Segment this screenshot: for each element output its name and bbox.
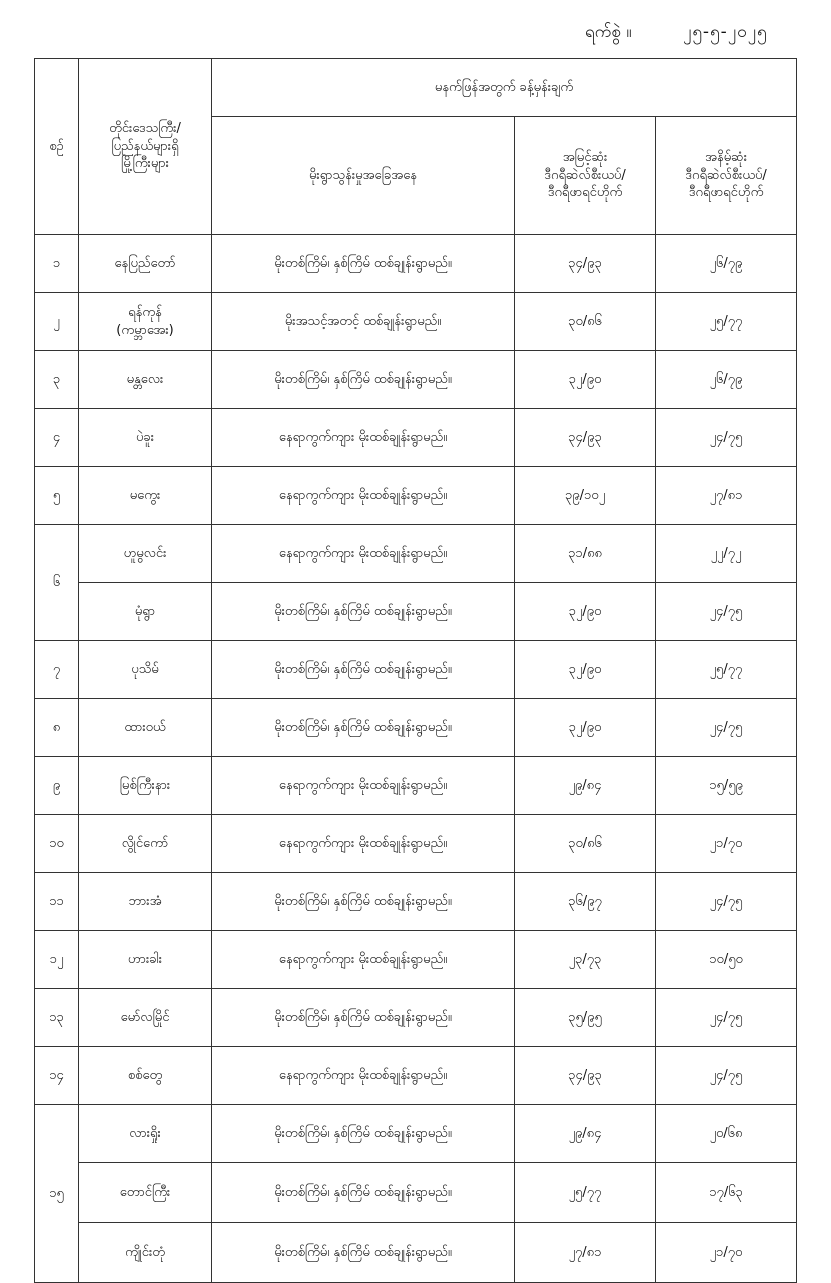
table-row	[35, 641, 797, 699]
header-serial: စဉ်	[35, 59, 79, 235]
city-cell: ပဲခူး	[79, 409, 212, 467]
table-row	[35, 293, 797, 351]
max-temp-cell: ၃၄/၉၃	[515, 409, 656, 467]
city-cell: မကွေး	[79, 467, 212, 525]
condition-cell: မိုးတစ်ကြိမ်၊ နှစ်ကြိမ် ထစ်ချုန်းရွာမည်။	[212, 873, 515, 931]
condition-cell: မိုးတစ်ကြိမ်၊ နှစ်ကြိမ် ထစ်ချုန်းရွာမည်။	[212, 1223, 515, 1283]
table-row	[35, 699, 797, 757]
city-cell: ဟူမွလင်း	[79, 525, 212, 583]
city-cell: ပုသိမ်	[79, 641, 212, 699]
max-temp-cell: ၃၀/၈၆	[515, 293, 656, 351]
min-temp-cell: ၂၂/၇၂	[656, 525, 797, 583]
header-min-temp: အနိမ့်ဆုံး ဒီဂရီဆဲလ်စီးယပ်/ ဒီဂရီဖာရင်ဟိုက်	[656, 117, 797, 235]
city-cell: မုံရွာ	[79, 583, 212, 641]
serial-cell: ၆	[35, 525, 79, 641]
min-temp-cell: ၂၄/၇၅	[656, 873, 797, 931]
table-row	[35, 467, 797, 525]
city-cell: ထားဝယ်	[79, 699, 212, 757]
serial-cell: ၃	[35, 351, 79, 409]
table-row	[35, 989, 797, 1047]
header-max-temp: အမြင့်ဆုံး ဒီဂရီဆဲလ်စီးယပ်/ ဒီဂရီဖာရင်ဟိုက်	[515, 117, 656, 235]
min-temp-cell: ၂၄/၇၅	[656, 583, 797, 641]
condition-cell: မိုးတစ်ကြိမ်၊ နှစ်ကြိမ် ထစ်ချုန်းရွာမည်။	[212, 699, 515, 757]
condition-cell: မိုးအသင့်အတင့် ထစ်ချုန်းရွာမည်။	[212, 293, 515, 351]
condition-cell: နေရာကွက်ကျား မိုးထစ်ချုန်းရွာမည်။	[212, 467, 515, 525]
table-row	[35, 1105, 797, 1163]
table-row	[35, 815, 797, 873]
serial-cell: ၁၅	[35, 1105, 79, 1283]
condition-cell: နေရာကွက်ကျား မိုးထစ်ချုန်းရွာမည်။	[212, 525, 515, 583]
city-cell: ရန်ကုန် (ကမ္ဘာအေး)	[79, 293, 212, 351]
city-cell: ဟားခါး	[79, 931, 212, 989]
city-cell: လားရှိုး	[79, 1105, 212, 1163]
forecast-table	[34, 58, 797, 1283]
table-row	[35, 583, 797, 641]
max-temp-cell: ၃၁/၈၈	[515, 525, 656, 583]
min-temp-cell: ၂၄/၇၅	[656, 409, 797, 467]
max-temp-cell: ၃၂/၉၀	[515, 351, 656, 409]
min-temp-cell: ၂၄/၇၅	[656, 699, 797, 757]
table-row	[35, 525, 797, 583]
min-temp-cell: ၂၅/၇၇	[656, 641, 797, 699]
condition-cell: နေရာကွက်ကျား မိုးထစ်ချုန်းရွာမည်။	[212, 1047, 515, 1105]
serial-cell: ၈	[35, 699, 79, 757]
table-row	[35, 1223, 797, 1283]
date-value: ၂၅-၅-၂၀၂၅	[683, 22, 768, 42]
serial-cell: ၇	[35, 641, 79, 699]
city-cell: လွိုင်ကော်	[79, 815, 212, 873]
max-temp-cell: ၂၅/၇၇	[515, 1163, 656, 1223]
serial-cell: ၁၂	[35, 931, 79, 989]
date-line	[0, 18, 831, 48]
table-row	[35, 235, 797, 293]
max-temp-cell: ၃၂/၉၀	[515, 699, 656, 757]
date-label: ရက်စွဲ ။	[585, 22, 632, 42]
condition-cell: မိုးတစ်ကြိမ်၊ နှစ်ကြိမ် ထစ်ချုန်းရွာမည်။	[212, 641, 515, 699]
serial-cell: ၁၀	[35, 815, 79, 873]
max-temp-cell: ၂၉/၈၄	[515, 1105, 656, 1163]
serial-cell: ၁	[35, 235, 79, 293]
max-temp-cell: ၃၅/၉၅	[515, 989, 656, 1047]
serial-cell: ၂	[35, 293, 79, 351]
min-temp-cell: ၂၇/၈၁	[656, 467, 797, 525]
table-row	[35, 1163, 797, 1223]
city-cell: တောင်ကြီး	[79, 1163, 212, 1223]
table-row	[35, 873, 797, 931]
table-row	[35, 1047, 797, 1105]
max-temp-cell: ၃၄/၉၃	[515, 1047, 656, 1105]
max-temp-cell: ၂၃/၇၃	[515, 931, 656, 989]
condition-cell: နေရာကွက်ကျား မိုးထစ်ချုန်းရွာမည်။	[212, 815, 515, 873]
condition-cell: မိုးတစ်ကြိမ်၊ နှစ်ကြိမ် ထစ်ချုန်းရွာမည်။	[212, 1105, 515, 1163]
condition-cell: နေရာကွက်ကျား မိုးထစ်ချုန်းရွာမည်။	[212, 757, 515, 815]
city-cell: ဘားအံ	[79, 873, 212, 931]
min-temp-cell: ၁၇/၆၃	[656, 1163, 797, 1223]
condition-cell: မိုးတစ်ကြိမ်၊ နှစ်ကြိမ် ထစ်ချုန်းရွာမည်။	[212, 351, 515, 409]
serial-cell: ၁၁	[35, 873, 79, 931]
table-row	[35, 757, 797, 815]
serial-cell: ၉	[35, 757, 79, 815]
condition-cell: မိုးတစ်ကြိမ်၊ နှစ်ကြိမ် ထစ်ချုန်းရွာမည်။	[212, 583, 515, 641]
max-temp-cell: ၂၉/၈၄	[515, 757, 656, 815]
min-temp-cell: ၂၆/၇၉	[656, 351, 797, 409]
header-cities: တိုင်းဒေသကြီး/ ပြည်နယ်များရှိ မြို့ကြီးများ	[79, 59, 212, 235]
table-row	[35, 409, 797, 467]
min-temp-cell: ၂၄/၇၅	[656, 989, 797, 1047]
max-temp-cell: ၃၄/၉၃	[515, 235, 656, 293]
min-temp-cell: ၂၀/၆၈	[656, 1105, 797, 1163]
max-temp-cell: ၃၆/၉၇	[515, 873, 656, 931]
city-cell: နေပြည်တော်	[79, 235, 212, 293]
city-cell: စစ်တွေ	[79, 1047, 212, 1105]
serial-cell: ၁၃	[35, 989, 79, 1047]
max-temp-cell: ၃၂/၉၀	[515, 583, 656, 641]
max-temp-cell: ၃၉/၁၀၂	[515, 467, 656, 525]
city-cell: မြစ်ကြီးနား	[79, 757, 212, 815]
min-temp-cell: ၁၀/၅၀	[656, 931, 797, 989]
serial-cell: ၅	[35, 467, 79, 525]
max-temp-cell: ၃၂/၉၀	[515, 641, 656, 699]
condition-cell: နေရာကွက်ကျား မိုးထစ်ချုန်းရွာမည်။	[212, 931, 515, 989]
min-temp-cell: ၂၆/၇၉	[656, 235, 797, 293]
serial-cell: ၁၄	[35, 1047, 79, 1105]
min-temp-cell: ၂၁/၇၀	[656, 815, 797, 873]
min-temp-cell: ၂၅/၇၇	[656, 293, 797, 351]
max-temp-cell: ၂၇/၈၁	[515, 1223, 656, 1283]
city-cell: မော်လမြိုင်	[79, 989, 212, 1047]
table-row	[35, 931, 797, 989]
min-temp-cell: ၁၅/၅၉	[656, 757, 797, 815]
condition-cell: နေရာကွက်ကျား မိုးထစ်ချုန်းရွာမည်။	[212, 409, 515, 467]
header-condition: မိုးရွာသွန်းမှုအခြေအနေ	[212, 117, 515, 235]
min-temp-cell: ၂၄/၇၅	[656, 1047, 797, 1105]
condition-cell: မိုးတစ်ကြိမ်၊ နှစ်ကြိမ် ထစ်ချုန်းရွာမည်။	[212, 235, 515, 293]
max-temp-cell: ၃၀/၈၆	[515, 815, 656, 873]
table-row	[35, 351, 797, 409]
header-forecast-group: မနက်ဖြန်အတွက် ခန့်မှန်းချက်	[212, 59, 797, 117]
condition-cell: မိုးတစ်ကြိမ်၊ နှစ်ကြိမ် ထစ်ချုန်းရွာမည်။	[212, 1163, 515, 1223]
city-cell: ကျိုင်းတုံ	[79, 1223, 212, 1283]
min-temp-cell: ၂၁/၇၀	[656, 1223, 797, 1283]
serial-cell: ၄	[35, 409, 79, 467]
city-cell: မန္တလေး	[79, 351, 212, 409]
condition-cell: မိုးတစ်ကြိမ်၊ နှစ်ကြိမ် ထစ်ချုန်းရွာမည်။	[212, 989, 515, 1047]
